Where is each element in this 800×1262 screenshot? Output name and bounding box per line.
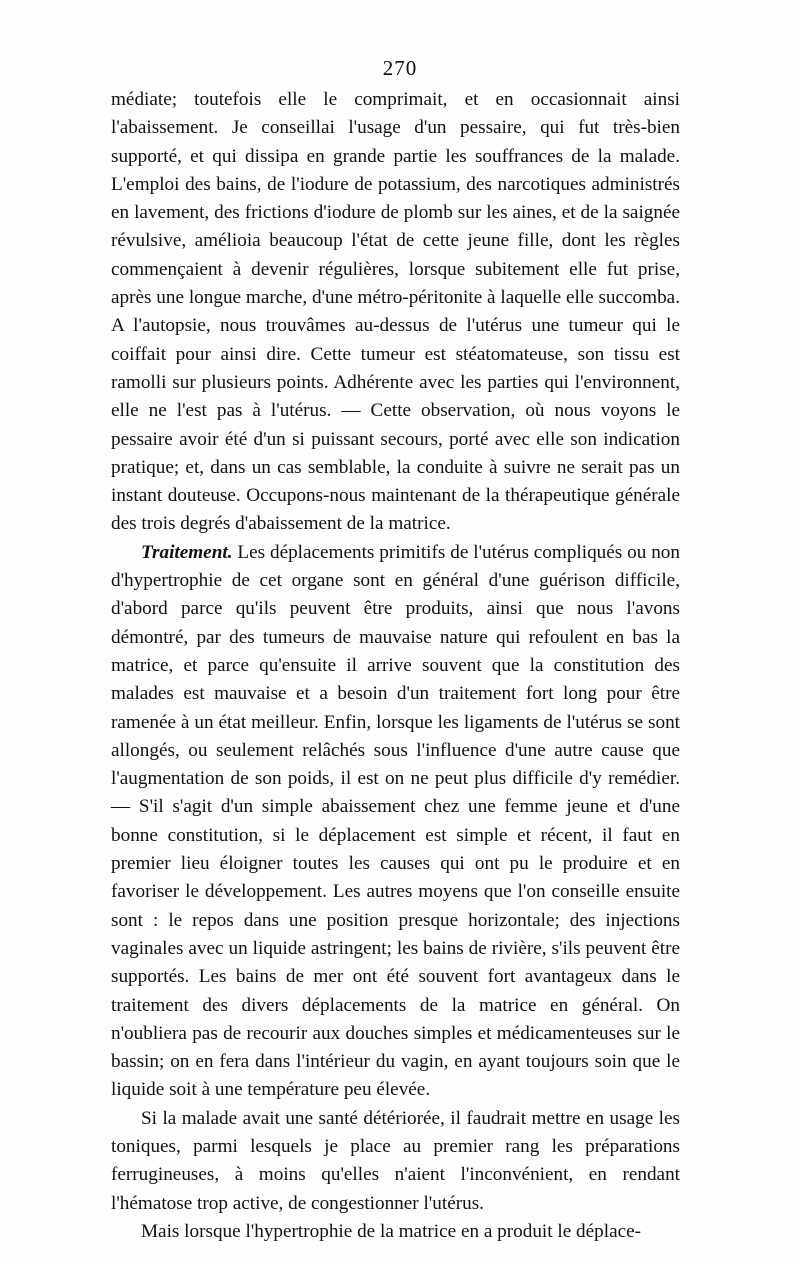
body-text (111, 86, 680, 1246)
paragraph-toniques (111, 1105, 680, 1218)
paragraph-text: Si la malade avait une santé détériorée, il faudrait mettre en usage les toniques, parmi lesquels je place au premier rang les préparations ferrugineuses, à moins qu'elles n'aient l'inconvénient, en rendant l'hématose trop active, de congestionner l'utérus. (111, 1107, 680, 1214)
section-heading: Traitement. (141, 541, 233, 563)
page-number: 270 (382, 56, 418, 80)
paragraph-text: Les déplacements primitifs de l'utérus compliqués ou non d'hypertrophie de cet organe sont en général d'une guérison difficile, d'abord parce qu'ils peuvent être produits, ainsi que nous l'avons démontré, par des tumeurs de mauvaise nature qui refoulent en bas la matrice, et parce qu'ensuite il arrive souvent que la constitution des malades est mauvaise et a besoin d'un traitement fort long pour être ramenée à un état meilleur. Enfin, lorsque les ligaments de l'utérus se sont allongés, ou seulement relâchés sous l'influence d'une autre cause que l'augmentation de son poids, il est on ne peut plus difficile d'y remédier. — S'il s'agit d'un simple abaissement chez une femme jeune et d'une bonne constitution, si le déplacement est simple et récent, il faut en premier lieu éloigner toutes les causes qui ont pu le produire et en favoriser le développement. Les autres moyens que l'on conseille ensuite sont : le repos dans une position presque horizontale; des injections vaginales avec un liquide astringent; les bains de rivière, s'ils peuvent être supportés. Les bains de mer ont été souvent fort avantageux dans le traitement des divers déplacements de la matrice en général. On n'oubliera pas de recourir aux douches simples et médicamenteuses sur le bassin; on en fera dans l'intérieur du vagin, en ayant toujours soin que le liquide soit à une température peu élevée. (111, 541, 680, 1101)
paragraph-hypertrophie (111, 1218, 680, 1246)
paragraph-text: Mais lorsque l'hypertrophie de la matrice en a produit le déplace- (141, 1220, 642, 1242)
paragraph-traitement (111, 539, 680, 1105)
paragraph-observation-end (111, 86, 680, 539)
paragraph-text: médiate; toutefois elle le comprimait, et en occasionnait ainsi l'abaissement. Je conseillai l'usage d'un pessaire, qui fut très-bien supporté, et qui dissipa en grande partie les souffrances de la malade. L'emploi des bains, de l'iodure de potassium, des narcotiques administrés en lavement, des frictions d'iodure de plomb sur les aines, et de la saignée révulsive, amélioia beaucoup l'état de cette jeune fille, dont les règles commençaient à devenir régulières, lorsque subitement elle fut prise, après une longue marche, d'une métro-péritonite à laquelle elle succomba. A l'autopsie, nous trouvâmes au-dessus de l'utérus une tumeur qui le coiffait pour ainsi dire. Cette tumeur est stéatomateuse, son tissu est ramolli sur plusieurs points. Adhérente avec les parties qui l'environnent, elle ne l'est pas à l'utérus. — Cette observation, où nous voyons le pessaire avoir été d'un si puissant secours, porté avec elle son indication pratique; et, dans un cas semblable, la conduite à suivre ne serait pas un instant douteuse. Occupons-nous maintenant de la thérapeutique générale des trois degrés d'abaissement de la matrice. (111, 89, 680, 535)
